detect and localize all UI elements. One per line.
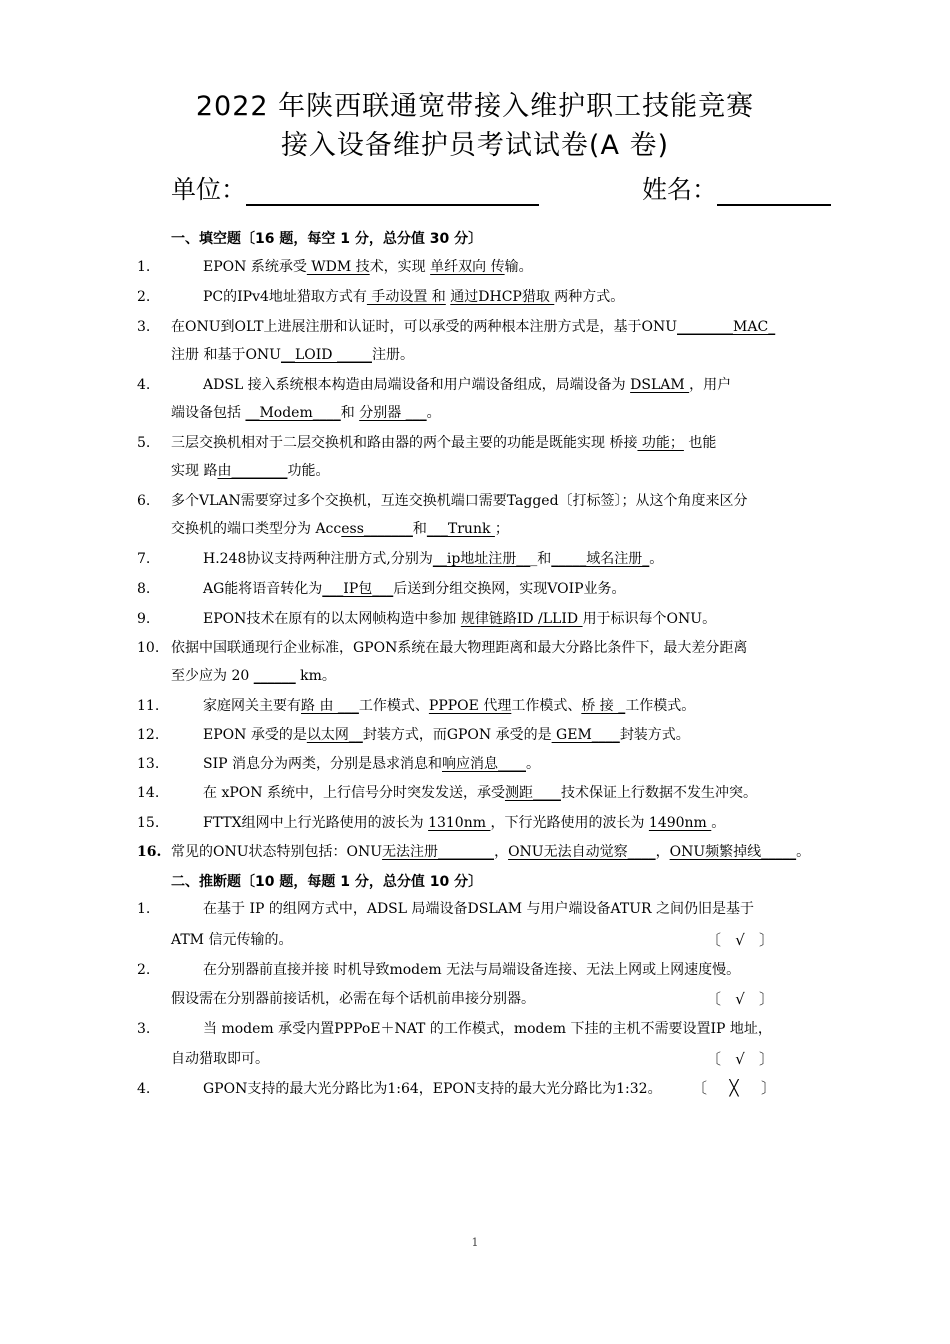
question-11: 家庭网关主要有路 由 ___工作模式、PPPOE 代理工作模式、桥 接 _工作模式。 — [203, 698, 696, 714]
question-4-line2: 端设备包括 __Modem____和 分别器 ___。 — [171, 405, 441, 421]
question-number: 3. — [137, 1021, 151, 1037]
answer-box[interactable]: 〔 √ 〕 — [706, 1050, 775, 1068]
question-3-line1: 在ONU到OLT上进展注册和认证时，可以承受的两种根本注册方式是，基于ONU________MAC_ — [171, 319, 776, 335]
judge-4-line1: GPON支持的最大光分路比为1:64，EPON支持的最大光分路比为1:32。 — [203, 1081, 662, 1097]
answer-blank: 手动设置 和 — [366, 289, 446, 305]
judge-1-line2: ATM 信元传输的。 — [171, 932, 293, 948]
question-9: EPON技术在原有的以太网帧构造中参加 规律链路ID /LLID 用于标识每个ONU。 — [203, 611, 717, 627]
unit-blank[interactable] — [246, 178, 539, 206]
question-number: 11. — [137, 698, 160, 714]
exam-title-line1: 2022 年陕西联通宽带接入维护职工技能竞赛 — [195, 91, 755, 122]
check-mark-icon: √ — [735, 1050, 745, 1068]
question-5-line2: 实现 路由________功能。 — [171, 463, 330, 479]
answer-blank: 由________ — [217, 463, 288, 479]
name-label: 姓名： — [642, 175, 718, 204]
question-number: 7. — [137, 551, 151, 567]
answer-blank: 1490nm — [648, 815, 712, 831]
answer-blank: GEM____ — [551, 727, 620, 743]
question-number: 4. — [137, 1081, 151, 1097]
answer-blank: __ip地址注册__ — [432, 551, 531, 567]
answer-box[interactable]: 〔 √ 〕 — [706, 990, 775, 1008]
question-8: AG能将语音转化为___IP包___后送到分组交换网，实现VOIP业务。 — [203, 581, 626, 597]
question-number: 2. — [137, 962, 151, 978]
answer-blank: PPPOE 代理 — [428, 698, 512, 714]
answer-blank: _____域名注册_ — [551, 551, 650, 567]
question-6-line1: 多个VLAN需要穿过多个交换机，互连交换机端口需要Tagged〔打标签〕；从这个角度来区分 — [171, 493, 748, 509]
answer-blank: ONU无法自动觉察____ — [508, 844, 656, 860]
answer-blank: ________MAC_ — [677, 319, 776, 335]
answer-blank: 响应消息____ — [442, 756, 526, 772]
judge-1-line1: 在基于 IP 的组网方式中，ADSL 局端设备DSLAM 与用户端设备ATUR 之间仍旧是基于 — [203, 901, 755, 917]
exam-title-line2: 接入设备维护员考试试卷(A 卷) — [280, 130, 670, 161]
section2-heading: 二、推断题〔10 题，每题 1 分，总分值 10 分〕 — [171, 874, 483, 890]
judge-3-line1: 当 modem 承受内置PPPoE＋NAT 的工作模式，modem 下挂的主机不需要设置IP 地址， — [203, 1021, 772, 1037]
question-3-line2: 注册 和基于ONU__LOID _____注册。 — [171, 347, 414, 363]
answer-blank: ___Trunk — [426, 521, 495, 537]
judge-2-line2: 假设需在分别器前接话机，必需在每个话机前串接分别器。 — [171, 991, 535, 1007]
name-field[interactable] — [642, 170, 831, 206]
answer-box[interactable]: 〔 √ 〕 — [706, 931, 775, 949]
check-mark-icon: √ — [735, 990, 745, 1008]
unit-label: 单位： — [171, 175, 247, 204]
answer-blank: 单纤双向 传 — [430, 259, 505, 275]
question-10-line1: 依据中国联通现行企业标准，GPON系统在最大物理距离和最大分路比条件下，最大差分距离 — [171, 640, 748, 656]
judge-3-line2: 自动猎取即可。 — [171, 1051, 269, 1067]
answer-blank: 分别器 ___ — [359, 405, 427, 421]
answer-blank: ess_______ — [341, 521, 413, 537]
question-number: 13. — [137, 756, 160, 772]
question-number: 3. — [137, 319, 151, 335]
section1-heading: 一、填空题〔16 题，每空 1 分，总分值 30 分〕 — [171, 231, 483, 247]
question-number: 14. — [137, 785, 160, 801]
check-mark-icon: √ — [735, 931, 745, 949]
name-blank[interactable] — [717, 178, 831, 206]
question-14: 在 xPON 系统中，上行信号分时突发发送，承受测距____技术保证上行数据不发生冲突。 — [203, 785, 757, 801]
question-10-line2: 至少应为 20 ______ km。 — [171, 668, 336, 684]
question-7: H.248协议支持两种注册方式,分别为__ip地址注册___和_____域名注册_。 — [203, 551, 664, 567]
answer-blank: 无法注册________ — [382, 844, 495, 860]
question-4-line1: ADSL 接入系统根本构造由局端设备和用户端设备组成，局端设备为 DSLAM ，用户 — [203, 377, 732, 393]
answer-blank: DSLAM — [630, 377, 690, 393]
judge-2-line1: 在分别器前直接并接 时机导致modem 无法与局端设备连接、无法上网或上网速度慢。 — [203, 962, 741, 978]
question-number: 5. — [137, 435, 151, 451]
answer-blank: 测距____ — [504, 785, 561, 801]
answer-blank: WDM 技 — [306, 259, 370, 275]
answer-blank: ___IP包___ — [322, 581, 394, 597]
question-number: 15. — [137, 815, 160, 831]
question-number: 16. — [137, 844, 162, 860]
answer-blank: 1310nm — [428, 815, 491, 831]
question-5-line1: 三层交换机相对于二层交换机和路由器的两个最主要的功能是既能实现 桥接 功能； 也能 — [171, 435, 717, 451]
question-number: 2. — [137, 289, 151, 305]
question-15: FTTX组网中上行光路使用的波长为 1310nm ，下行光路使用的波长为 1490nm 。 — [203, 815, 726, 831]
question-16: 常见的ONU状态特别包括：ONU无法注册________，ONU无法自动觉察____，ONU频繁掉线_____。 — [171, 844, 811, 860]
answer-blank: 以太网__ — [306, 727, 363, 743]
page-number: 1 — [471, 1236, 479, 1249]
question-2: PC的IPv4地址猎取方式有 手动设置 和 通过DHCP猎取 两种方式。 — [203, 289, 625, 305]
question-number: 10. — [137, 640, 160, 656]
question-6-line2: 交换机的端口类型分为 Access_______和___Trunk ； — [171, 521, 509, 537]
answer-blank: ______ — [253, 668, 296, 684]
answer-blank: 通过DHCP猎取 — [450, 289, 555, 305]
question-number: 12. — [137, 727, 160, 743]
question-12: EPON 承受的是以太网__封装方式，而GPON 承受的是 GEM____封装方式。 — [203, 727, 690, 743]
unit-field[interactable] — [171, 170, 539, 206]
answer-blank: 路 由 ___ — [301, 698, 359, 714]
answer-blank: 功能； — [637, 435, 684, 451]
answer-blank: ONU频繁掉线_____ — [669, 844, 797, 860]
question-1: EPON 系统承受 WDM 技术，实现 单纤双向 传输。 — [203, 259, 533, 275]
question-number: 4. — [137, 377, 151, 393]
answer-blank: __LOID _____ — [280, 347, 372, 363]
question-number: 1. — [137, 259, 151, 275]
answer-box[interactable]: 〔 ╳ 〕 — [692, 1079, 777, 1097]
question-number: 1. — [137, 901, 151, 917]
question-number: 8. — [137, 581, 151, 597]
question-number: 6. — [137, 493, 151, 509]
answer-blank: 规律链路ID /LLID — [460, 611, 583, 627]
answer-blank: __Modem____ — [245, 405, 341, 421]
question-number: 9. — [137, 611, 151, 627]
cross-mark-icon: ╳ — [729, 1079, 739, 1097]
answer-blank: 桥 接 _ — [581, 698, 626, 714]
question-13: SIP 消息分为两类，分别是恳求消息和响应消息____。 — [203, 756, 540, 772]
